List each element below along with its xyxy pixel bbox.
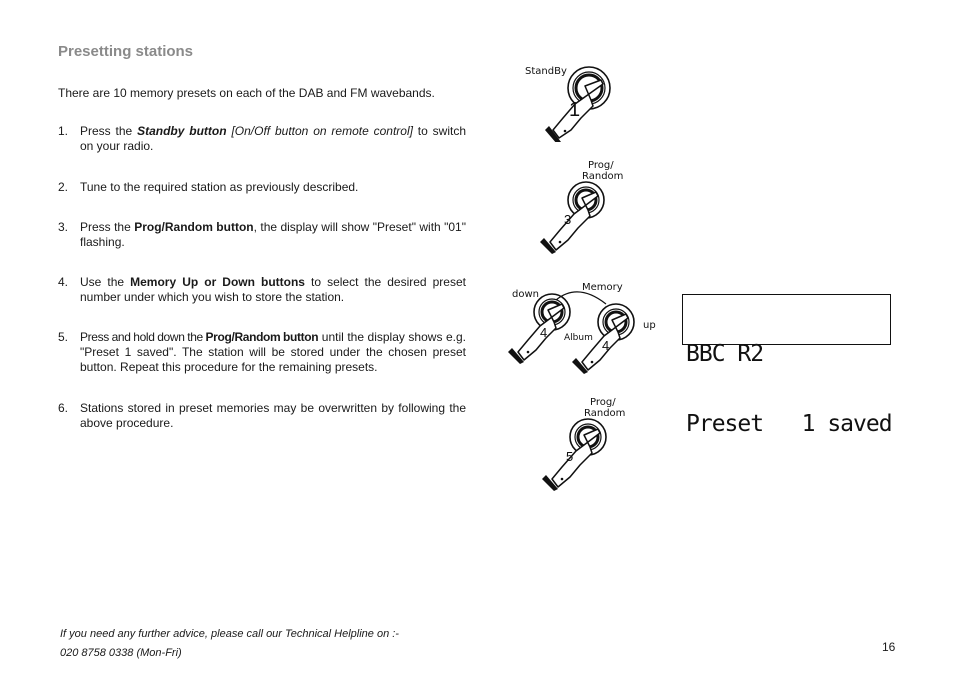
step-text: Press the Standby button [On/Off button on remote control] to switch on your radio. — [80, 124, 467, 153]
prog-label: Prog/ — [590, 397, 616, 408]
up-label: up — [643, 320, 656, 331]
step-text: Use the Memory Up or Down buttons to select the desired preset number under which you wish to store the station. — [80, 275, 466, 304]
step-marker: 1 — [569, 99, 581, 121]
step-4 — [58, 275, 466, 305]
down-label: down — [512, 289, 539, 300]
step-text: Stations stored in preset memories may be overwritten by following the above procedure. — [80, 401, 466, 430]
random-label: Random — [584, 408, 626, 419]
lcd-display — [682, 294, 892, 437]
random-label: Random — [582, 171, 624, 182]
step-text: Press the Prog/Random button, the display will show "Preset" with "01" flashing. — [80, 220, 466, 249]
step-text: Press and hold down the Prog/Random button until the display shows e.g. "Preset 1 saved". The station will be stored under the chosen preset button. Repeat this procedure for the remaining presets. — [80, 330, 466, 374]
step-3 — [58, 220, 466, 250]
standby-label: StandBy — [525, 66, 567, 77]
step-number: 5. — [58, 330, 69, 344]
button-name: Standby button — [137, 124, 227, 138]
memory-label: Memory — [582, 282, 623, 293]
footer-helpline-text: If you need any further advice, please call our Technical Helpline on :- — [60, 628, 399, 640]
step-number: 6. — [58, 401, 69, 415]
prog-random-button-illustration-2 — [532, 395, 642, 493]
standby-button-illustration — [515, 60, 625, 142]
prog-random-button-illustration — [530, 158, 640, 254]
step-text: Tune to the required station as previously described. — [80, 180, 359, 194]
pointing-hand-right-icon — [572, 314, 628, 374]
album-label: Album — [564, 333, 593, 343]
button-name: Prog/Random button — [205, 330, 319, 344]
prog-label: Prog/ — [588, 160, 614, 171]
memory-buttons-illustration — [508, 278, 658, 378]
step-number: 1. — [58, 124, 69, 138]
step-6 — [58, 401, 466, 431]
step-marker: 5 — [566, 449, 574, 464]
button-name: Memory Up or Down buttons — [130, 275, 305, 289]
step-marker: 3 — [564, 212, 572, 227]
page-number: 16 — [882, 640, 896, 654]
section-title: Presetting stations — [58, 43, 194, 60]
step-2 — [58, 180, 466, 195]
pointing-hand-left-icon — [508, 304, 564, 364]
lcd-line-2: Preset 1 saved — [686, 411, 892, 437]
step-number: 3. — [58, 220, 69, 234]
step-marker-left: 4 — [540, 325, 548, 340]
button-name: Prog/Random button — [134, 220, 254, 234]
lcd-line-1: BBC R2 — [686, 341, 764, 367]
footer-phone-number: 020 8758 0338 (Mon-Fri) — [60, 647, 182, 659]
step-number: 2. — [58, 180, 69, 194]
step-marker-right: 4 — [602, 338, 610, 353]
step-5 — [58, 330, 466, 375]
step-1 — [58, 124, 466, 154]
step-number: 4. — [58, 275, 69, 289]
intro-text: There are 10 memory presets on each of the DAB and FM wavebands. — [58, 86, 435, 100]
